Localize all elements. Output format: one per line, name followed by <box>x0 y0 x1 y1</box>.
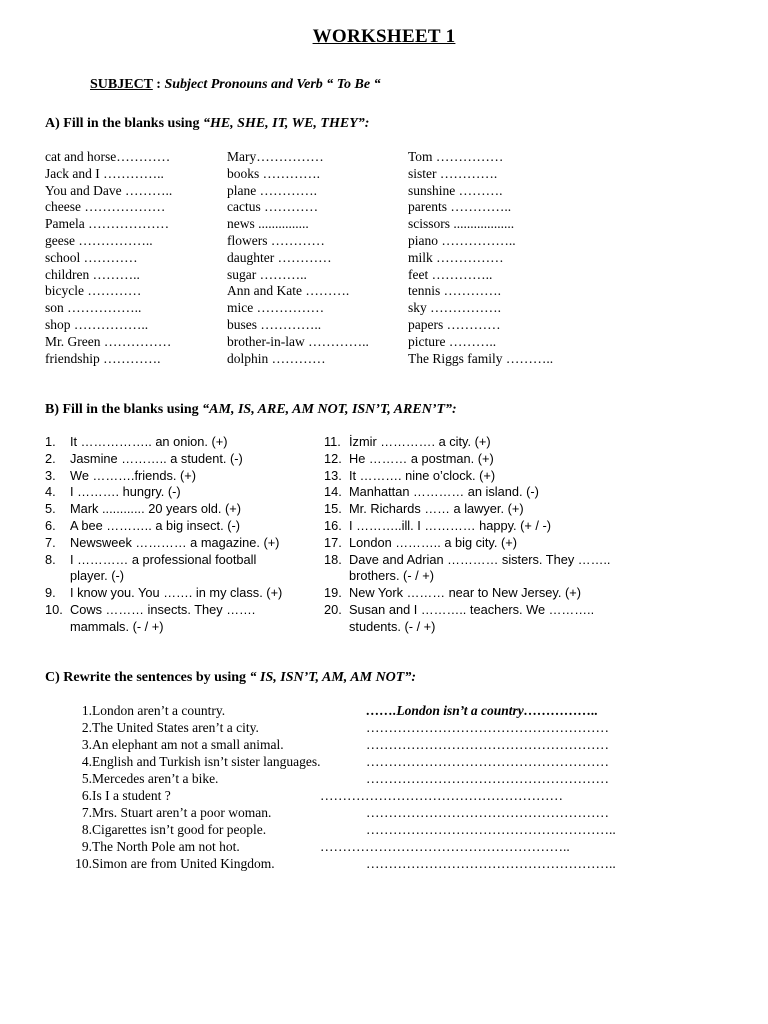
section-b-heading-prefix: B) Fill in the blanks using <box>45 402 203 417</box>
blank-item: Ann and Kate ………. <box>227 283 350 299</box>
exercise-item <box>45 451 282 468</box>
blank-item: Tom …………… <box>408 149 504 164</box>
item-number: 4. <box>81 754 92 769</box>
item-number: 5. <box>81 771 92 786</box>
item-text-continued: mammals. (- / +) <box>70 618 164 634</box>
exercise-item <box>324 602 610 636</box>
section-a-column-3 <box>408 149 553 367</box>
answer-blank: ……………………………………………….. <box>366 822 616 837</box>
item-number: 8. <box>45 551 56 567</box>
blank-item: plane …………. <box>227 182 317 198</box>
blank-item: friendship …………. <box>45 350 161 366</box>
sentence-text: The United States aren’t a city. <box>92 720 259 735</box>
blank-item: books …………. <box>227 165 321 181</box>
blank-item: brother-in-law ………….. <box>227 333 369 349</box>
section-b-heading <box>45 402 457 418</box>
item-number: 2. <box>81 720 92 735</box>
blank-item: You and Dave ……….. <box>45 182 173 198</box>
blank-item: parents ………….. <box>408 199 512 215</box>
item-number: 1. <box>81 703 92 718</box>
item-number: 20. <box>324 601 342 617</box>
item-text: Mark ............ 20 years old. (+) <box>70 501 242 517</box>
item-number: 11. <box>324 434 341 449</box>
blank-item: sunshine ………. <box>408 182 503 198</box>
sentence-text: An elephant am not a small animal. <box>92 737 284 752</box>
blank-item: cat and horse………… <box>45 149 171 164</box>
answer-blank: ……………………………………………… <box>366 771 609 786</box>
exercise-item <box>324 585 610 602</box>
item-text: Manhattan ………… an island. (-) <box>349 484 539 500</box>
item-text: I ………. hungry. (-) <box>70 484 181 500</box>
blank-item: milk …………… <box>408 249 504 265</box>
blank-item: Mr. Green …………… <box>45 333 172 349</box>
section-a-column-2 <box>227 149 369 367</box>
item-number: 3. <box>81 737 92 752</box>
item-number: 6. <box>81 788 92 803</box>
blank-item: sugar ……….. <box>227 266 307 282</box>
section-c-heading-quote: “ IS, ISN’T, AM, AM NOT”: <box>249 670 417 685</box>
section-a-heading-quote: “HE, SHE, IT, WE, THEY”: <box>202 116 370 131</box>
item-number: 1. <box>45 434 56 449</box>
exercise-item <box>324 484 610 501</box>
blank-item: buses ………….. <box>227 316 322 332</box>
sentence-text: Is I a student ? <box>92 788 171 803</box>
item-text-continued: brothers. (- / +) <box>349 568 434 584</box>
section-c-heading-prefix: C) Rewrite the sentences by using <box>45 670 250 685</box>
worksheet-title: WORKSHEET 1 <box>312 26 456 47</box>
answer-blank: ……………………………………………… <box>320 788 563 803</box>
item-number: 7. <box>81 805 92 820</box>
blank-item: tennis …………. <box>408 283 501 299</box>
example-answer: …….London isn’t a country…………….. <box>366 703 599 718</box>
blank-item: cheese ……………… <box>45 199 166 215</box>
item-number: 7. <box>45 534 56 550</box>
blank-item: bicycle ………… <box>45 283 142 299</box>
item-number: 9. <box>81 839 92 854</box>
blank-item: shop …………….. <box>45 316 149 332</box>
exercise-item <box>45 535 282 552</box>
sentence-text: Cigarettes isn’t good for people. <box>92 822 267 837</box>
item-text: A bee ……….. a big insect. (-) <box>70 517 240 533</box>
item-text: I know you. You ……. in my class. (+) <box>70 585 283 601</box>
item-text-continued: player. (-) <box>70 568 125 584</box>
exercise-item <box>324 434 610 451</box>
exercise-item <box>324 501 610 518</box>
item-text: It …………….. an onion. (+) <box>70 434 228 449</box>
item-number: 10. <box>75 856 92 871</box>
item-number: 15. <box>324 501 342 517</box>
section-a-heading-prefix: A) Fill in the blanks using <box>45 116 203 131</box>
blank-item: Mary…………… <box>227 149 324 164</box>
exercise-item <box>45 434 282 451</box>
subject-line <box>90 77 381 93</box>
sentence-text: Mercedes aren’t a bike. <box>92 771 219 786</box>
item-number: 10. <box>45 601 63 617</box>
blank-item: son …………….. <box>45 300 142 316</box>
item-text: Cows ……… insects. They ……. <box>70 601 256 617</box>
item-number: 17. <box>324 534 342 550</box>
subject-separator: : <box>152 77 165 92</box>
answer-blank: ……………………………………………….. <box>366 856 616 871</box>
answer-blank: ……………………………………………… <box>366 754 609 769</box>
blank-item: feet ………….. <box>408 266 493 282</box>
item-text: He ……… a postman. (+) <box>349 450 494 466</box>
blank-item: children ……….. <box>45 266 140 282</box>
blank-item: papers ………… <box>408 316 501 332</box>
blank-item: flowers ………… <box>227 232 325 248</box>
blank-item: daughter ………… <box>227 249 332 265</box>
item-number: 3. <box>45 467 56 483</box>
item-number: 13. <box>324 467 342 483</box>
blank-item: Jack and I ………….. <box>45 165 164 181</box>
item-text: I ………… a professional football <box>70 551 257 567</box>
exercise-item <box>45 468 282 485</box>
item-text: I ………..ill. I ………… happy. (+ / -) <box>349 517 552 533</box>
answer-blank: ……………………………………………….. <box>320 839 570 854</box>
exercise-item <box>324 535 610 552</box>
answer-blank: ……………………………………………… <box>366 737 609 752</box>
blank-item: piano …………….. <box>408 232 516 248</box>
section-c-heading <box>45 670 416 686</box>
sentence-text: Mrs. Stuart aren’t a poor woman. <box>92 805 272 820</box>
blank-item: geese …………….. <box>45 232 153 248</box>
blank-item: scissors .................. <box>408 216 515 232</box>
section-a-heading <box>45 116 369 132</box>
subject-label: SUBJECT <box>90 77 153 92</box>
blank-item: dolphin ………… <box>227 350 326 366</box>
item-text: We ……….friends. (+) <box>70 467 196 483</box>
item-number: 18. <box>324 551 342 567</box>
exercise-item <box>45 602 282 636</box>
answer-blank: ……………………………………………… <box>366 720 609 735</box>
item-text: Dave and Adrian ………… sisters. They …….. <box>349 551 611 567</box>
item-text: London ……….. a big city. (+) <box>349 534 517 550</box>
blank-item: The Riggs family ……….. <box>408 350 554 366</box>
exercise-item <box>324 451 610 468</box>
exercise-item <box>45 501 282 518</box>
item-number: 5. <box>45 501 56 517</box>
item-number: 8. <box>81 822 92 837</box>
sentence-text: The North Pole am not hot. <box>92 839 240 854</box>
exercise-item <box>45 518 282 535</box>
item-text: New York ……… near to New Jersey. (+) <box>349 585 581 601</box>
item-text: İzmir …………. a city. (+) <box>349 434 491 449</box>
item-number: 16. <box>324 517 342 533</box>
exercise-item <box>324 552 610 586</box>
exercise-item <box>324 518 610 535</box>
item-number: 4. <box>45 484 56 500</box>
blank-item: picture ……….. <box>408 333 497 349</box>
blank-item: mice …………… <box>227 300 325 316</box>
item-text: Susan and I ……….. teachers. We ……….. <box>349 601 595 617</box>
exercise-item <box>45 484 282 501</box>
section-a-column-1 <box>45 149 172 367</box>
item-text: Newsweek ………… a magazine. (+) <box>70 534 280 550</box>
blank-item: news ............... <box>227 216 309 232</box>
blank-item: cactus ………… <box>227 199 319 215</box>
exercise-item <box>45 552 282 586</box>
sentence-text: English and Turkish isn’t sister languages. <box>92 754 321 769</box>
item-number: 19. <box>324 585 342 601</box>
item-number: 2. <box>45 450 56 466</box>
item-number: 14. <box>324 484 342 500</box>
sentence-text: Simon are from United Kingdom. <box>92 856 275 871</box>
exercise-item <box>324 468 610 485</box>
item-text: It ………. nine o’clock. (+) <box>349 467 496 483</box>
item-text-continued: students. (- / +) <box>349 618 436 634</box>
item-text: Jasmine ……….. a student. (-) <box>70 450 243 466</box>
exercise-item <box>45 585 282 602</box>
section-b-heading-quote: “AM, IS, ARE, AM NOT, ISN’T, AREN’T”: <box>202 402 457 417</box>
item-number: 12. <box>324 450 342 466</box>
item-number: 6. <box>45 517 56 533</box>
blank-item: school ………… <box>45 249 138 265</box>
blank-item: sky ……………. <box>408 300 502 316</box>
item-text: Mr. Richards …… a lawyer. (+) <box>349 501 524 517</box>
blank-item: Pamela ……………… <box>45 216 170 232</box>
subject-text: Subject Pronouns and Verb “ To Be “ <box>164 77 381 92</box>
item-number: 9. <box>45 585 56 601</box>
section-b-left-column <box>45 434 282 636</box>
sentence-text: London aren’t a country. <box>92 703 226 718</box>
blank-item: sister …………. <box>408 165 498 181</box>
section-b-right-column <box>324 434 610 636</box>
answer-blank: ……………………………………………… <box>366 805 609 820</box>
